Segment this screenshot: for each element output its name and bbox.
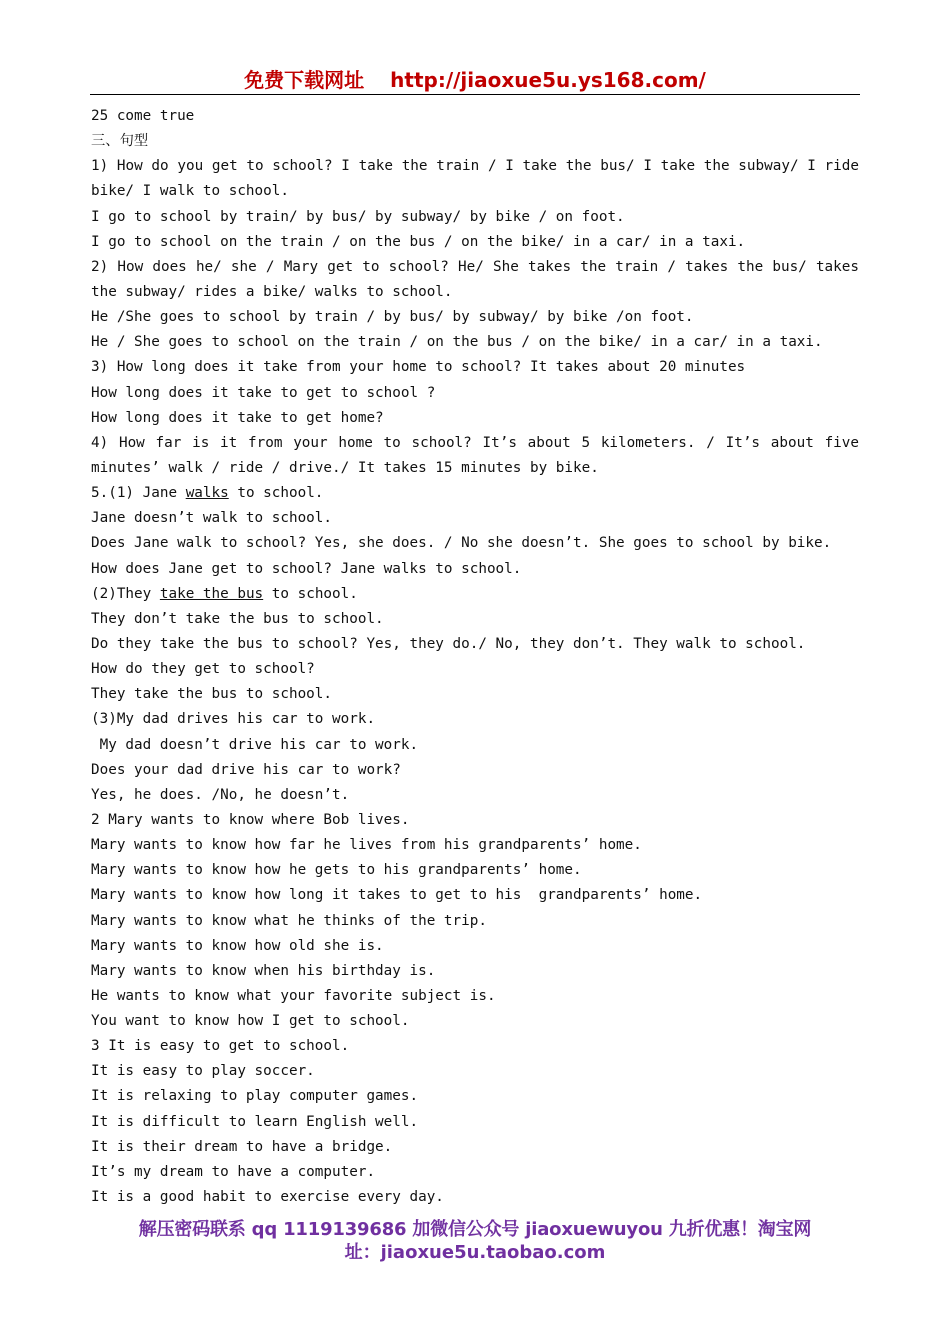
text-line: Jane doesn’t walk to school.: [91, 510, 333, 527]
text-line: Mary wants to know what he thinks of the trip.: [91, 912, 487, 929]
text-line: How does Jane get to school? Jane walks to school.: [91, 560, 522, 577]
text-line: minutes’ walk / ride / drive./ It takes 15 minutes by bike.: [91, 459, 599, 476]
exercise-text: 5.(1) Jane: [91, 485, 186, 502]
text-line: Yes, he does. /No, he doesn’t.: [91, 786, 350, 803]
text-line: It is easy to play soccer.: [91, 1063, 315, 1080]
text-line: It is difficult to learn English well.: [91, 1113, 419, 1130]
text-line: He wants to know what your favorite subject is.: [91, 987, 496, 1004]
text-line: 2 Mary wants to know where Bob lives.: [91, 811, 410, 828]
text-line: 1) How do you get to school? I take the train / I take the bus/ I take the subway/ I ride: [91, 158, 859, 175]
text-line: Does your dad drive his car to work?: [91, 761, 401, 778]
text-line: It is relaxing to play computer games.: [91, 1088, 419, 1105]
text-line: I go to school on the train / on the bus / on the bike/ in a car/ in a taxi.: [91, 233, 746, 250]
text-line: How long does it take to get home?: [91, 409, 384, 426]
text-line: Mary wants to know how long it takes to get to his grandparents’ home.: [91, 887, 703, 904]
underlined-answer: walks: [185, 485, 229, 502]
exercise-line: [91, 582, 859, 607]
text-line: Do they take the bus to school? Yes, they do./ No, they don’t. They walk to school.: [91, 635, 806, 652]
text-line: It’s my dream to have a computer.: [91, 1163, 376, 1180]
section-heading: 三、句型: [91, 133, 149, 150]
header-download-label: 免费下载网址: [244, 68, 365, 92]
text-line: Mary wants to know how old she is.: [91, 937, 384, 954]
text-line: It is their dream to have a bridge.: [91, 1138, 393, 1155]
text-line: 3) How long does it take from your home to school? It takes about 20 minutes: [91, 359, 746, 376]
text-line: It is a good habit to exercise every day.: [91, 1189, 444, 1206]
exercise-text: to school.: [263, 585, 358, 602]
text-line: You want to know how I get to school.: [91, 1013, 410, 1030]
text-line: My dad doesn’t drive his car to work.: [91, 736, 419, 753]
footer-contact-line: 解压密码联系 qq 1119139686 加微信公众号 jiaoxuewuyou 九折优惠！淘宝网: [138, 1219, 812, 1240]
text-line: 25 come true: [91, 108, 195, 124]
page-header: [90, 64, 860, 93]
exercise-text: to school.: [228, 485, 324, 502]
header-divider: [90, 94, 860, 95]
text-line: 3 It is easy to get to school.: [91, 1038, 350, 1055]
exercise-line: [91, 481, 859, 506]
document-body: [91, 104, 859, 1210]
text-line: How do they get to school?: [91, 661, 315, 678]
text-line: Mary wants to know how he gets to his grandparents’ home.: [91, 862, 582, 879]
text-line: Does Jane walk to school? Yes, she does. / No she doesn’t. She goes to school by bike.: [91, 535, 832, 552]
text-line: Mary wants to know how far he lives from his grandparents’ home.: [91, 837, 642, 854]
text-line: bike/ I walk to school.: [91, 183, 289, 200]
text-line: (3)My dad drives his car to work.: [91, 711, 376, 728]
text-line: 2) How does he/ she / Mary get to school? He/ She takes the train / takes the bus/ takes: [91, 258, 859, 275]
underlined-answer: take the bus: [159, 585, 264, 602]
text-line: He / She goes to school on the train / on the bus / on the bike/ in a car/ in a taxi.: [91, 334, 823, 351]
text-line: They take the bus to school.: [91, 686, 333, 703]
text-line: How long does it take to get to school ?: [91, 384, 436, 401]
page-footer: [60, 1218, 890, 1264]
text-line: Mary wants to know when his birthday is.: [91, 962, 436, 979]
exercise-text: (2)They: [91, 585, 160, 602]
footer-shop-link[interactable]: 址：jiaoxue5u.taobao.com: [344, 1242, 606, 1263]
text-line: I go to school by train/ by bus/ by subway/ by bike / on foot.: [91, 208, 625, 225]
text-line: the subway/ rides a bike/ walks to school.: [91, 283, 453, 300]
text-line: They don’t take the bus to school.: [91, 610, 384, 627]
header-url-link[interactable]: http://jiaoxue5u.ys168.com/: [390, 68, 706, 92]
text-line: 4) How far is it from your home to school? It’s about 5 kilometers. / It’s about five: [91, 434, 859, 451]
text-line: He /She goes to school by train / by bus/ by subway/ by bike /on foot.: [91, 309, 694, 326]
